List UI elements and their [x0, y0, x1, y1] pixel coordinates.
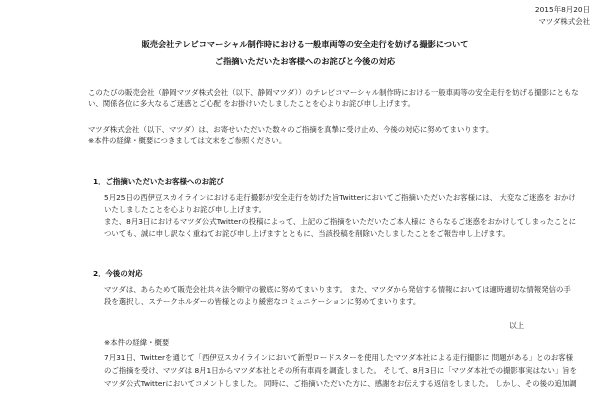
section-1-line-3: また、8月3日におけるマツダ公式Twitterの投稿によって、上記のご指摘をいただいたご本人様に さらなるご迷惑をおかけしてしまったことに	[104, 217, 577, 226]
section-1-line-2: いたしましたことを心よりお詫び申し上げます。	[104, 205, 267, 214]
intro-note: ※本件の経緯・概要につきましては文末をご参照ください。	[88, 136, 287, 145]
closing-mark: 以上	[509, 321, 524, 330]
document-title-line-1: 販売会社テレビコマーシャル制作時における一般車両等の安全走行を妨げる撮影について	[141, 39, 469, 49]
section-1-heading: 1．ご指摘いただいたお客様へのお詫び	[93, 177, 224, 186]
section-1-line-1: 5月25日の西伊豆スカイラインにおける走行撮影が安全走行を妨げた旨Twitterにおいてご指摘いただいたお客様には、 大変なご迷惑を おかけ	[104, 193, 576, 202]
background-heading: ※本件の経緯・概要	[104, 338, 170, 347]
intro-paragraph-1-line-1: このたびの販売会社（静岡マツダ株式会社（以下、静岡マツダ））のテレビコマーシャル制作時における一般車両等の安全走行を妨げる撮影にともな	[88, 88, 579, 97]
background-line-2: のご指摘を受け、マツダは 8月1日からマツダ本社とその所有車両を調査しました。 そして、8月3日に「マツダ本社での撮影事実はない」旨を	[104, 366, 578, 375]
background-line-3: マツダ公式Twitterにおいてコメントしました。 同時に、ご指摘いただいた方に、感謝をお伝えする返信をしました。 しかし、その後の追加調	[104, 379, 577, 388]
document-date: 2015年8月20日	[534, 5, 590, 14]
company-name: マツダ株式会社	[538, 17, 590, 26]
section-2-line-1: マツダは、あらためて販売会社共々法令順守の徹底に努めてまいります。 また、マツダから発信する情報においては適時適切な情報発信の手	[104, 285, 571, 294]
section-2-line-2: 段を選択し、ステークホルダーの皆様とのより緩密なコミュニケーションに努めてまいります。	[104, 297, 421, 306]
section-1-line-4: ついても、誠に申し訳なく重ねてお詫び申し上げますとともに、当該投稿を削除いたしましたことをご報告申し上げます。	[104, 229, 510, 238]
background-line-1: 7月31日、Twitterを通じて「西伊豆スカイラインにおいて新型ロードスターを使用したマツダ本社による走行撮影に 問題がある」とのお客様	[104, 353, 574, 362]
document-title-line-2: ご指摘いただいたお客様へのお詫びと今後の対応	[214, 56, 396, 66]
intro-paragraph-2-line-1: マツダ株式会社（以下、マツダ）は、お寄せいただいた数々のご指摘を真摯に受け止め、今後の対応に努めてまいります。	[88, 125, 494, 134]
section-2-heading: 2．今後の対応	[93, 269, 143, 278]
intro-paragraph-1-line-2: い、関係各位に多大なるご迷惑とご心配 をお掛けいたしましたことを心よりお詫び申し上げます。	[88, 99, 415, 108]
